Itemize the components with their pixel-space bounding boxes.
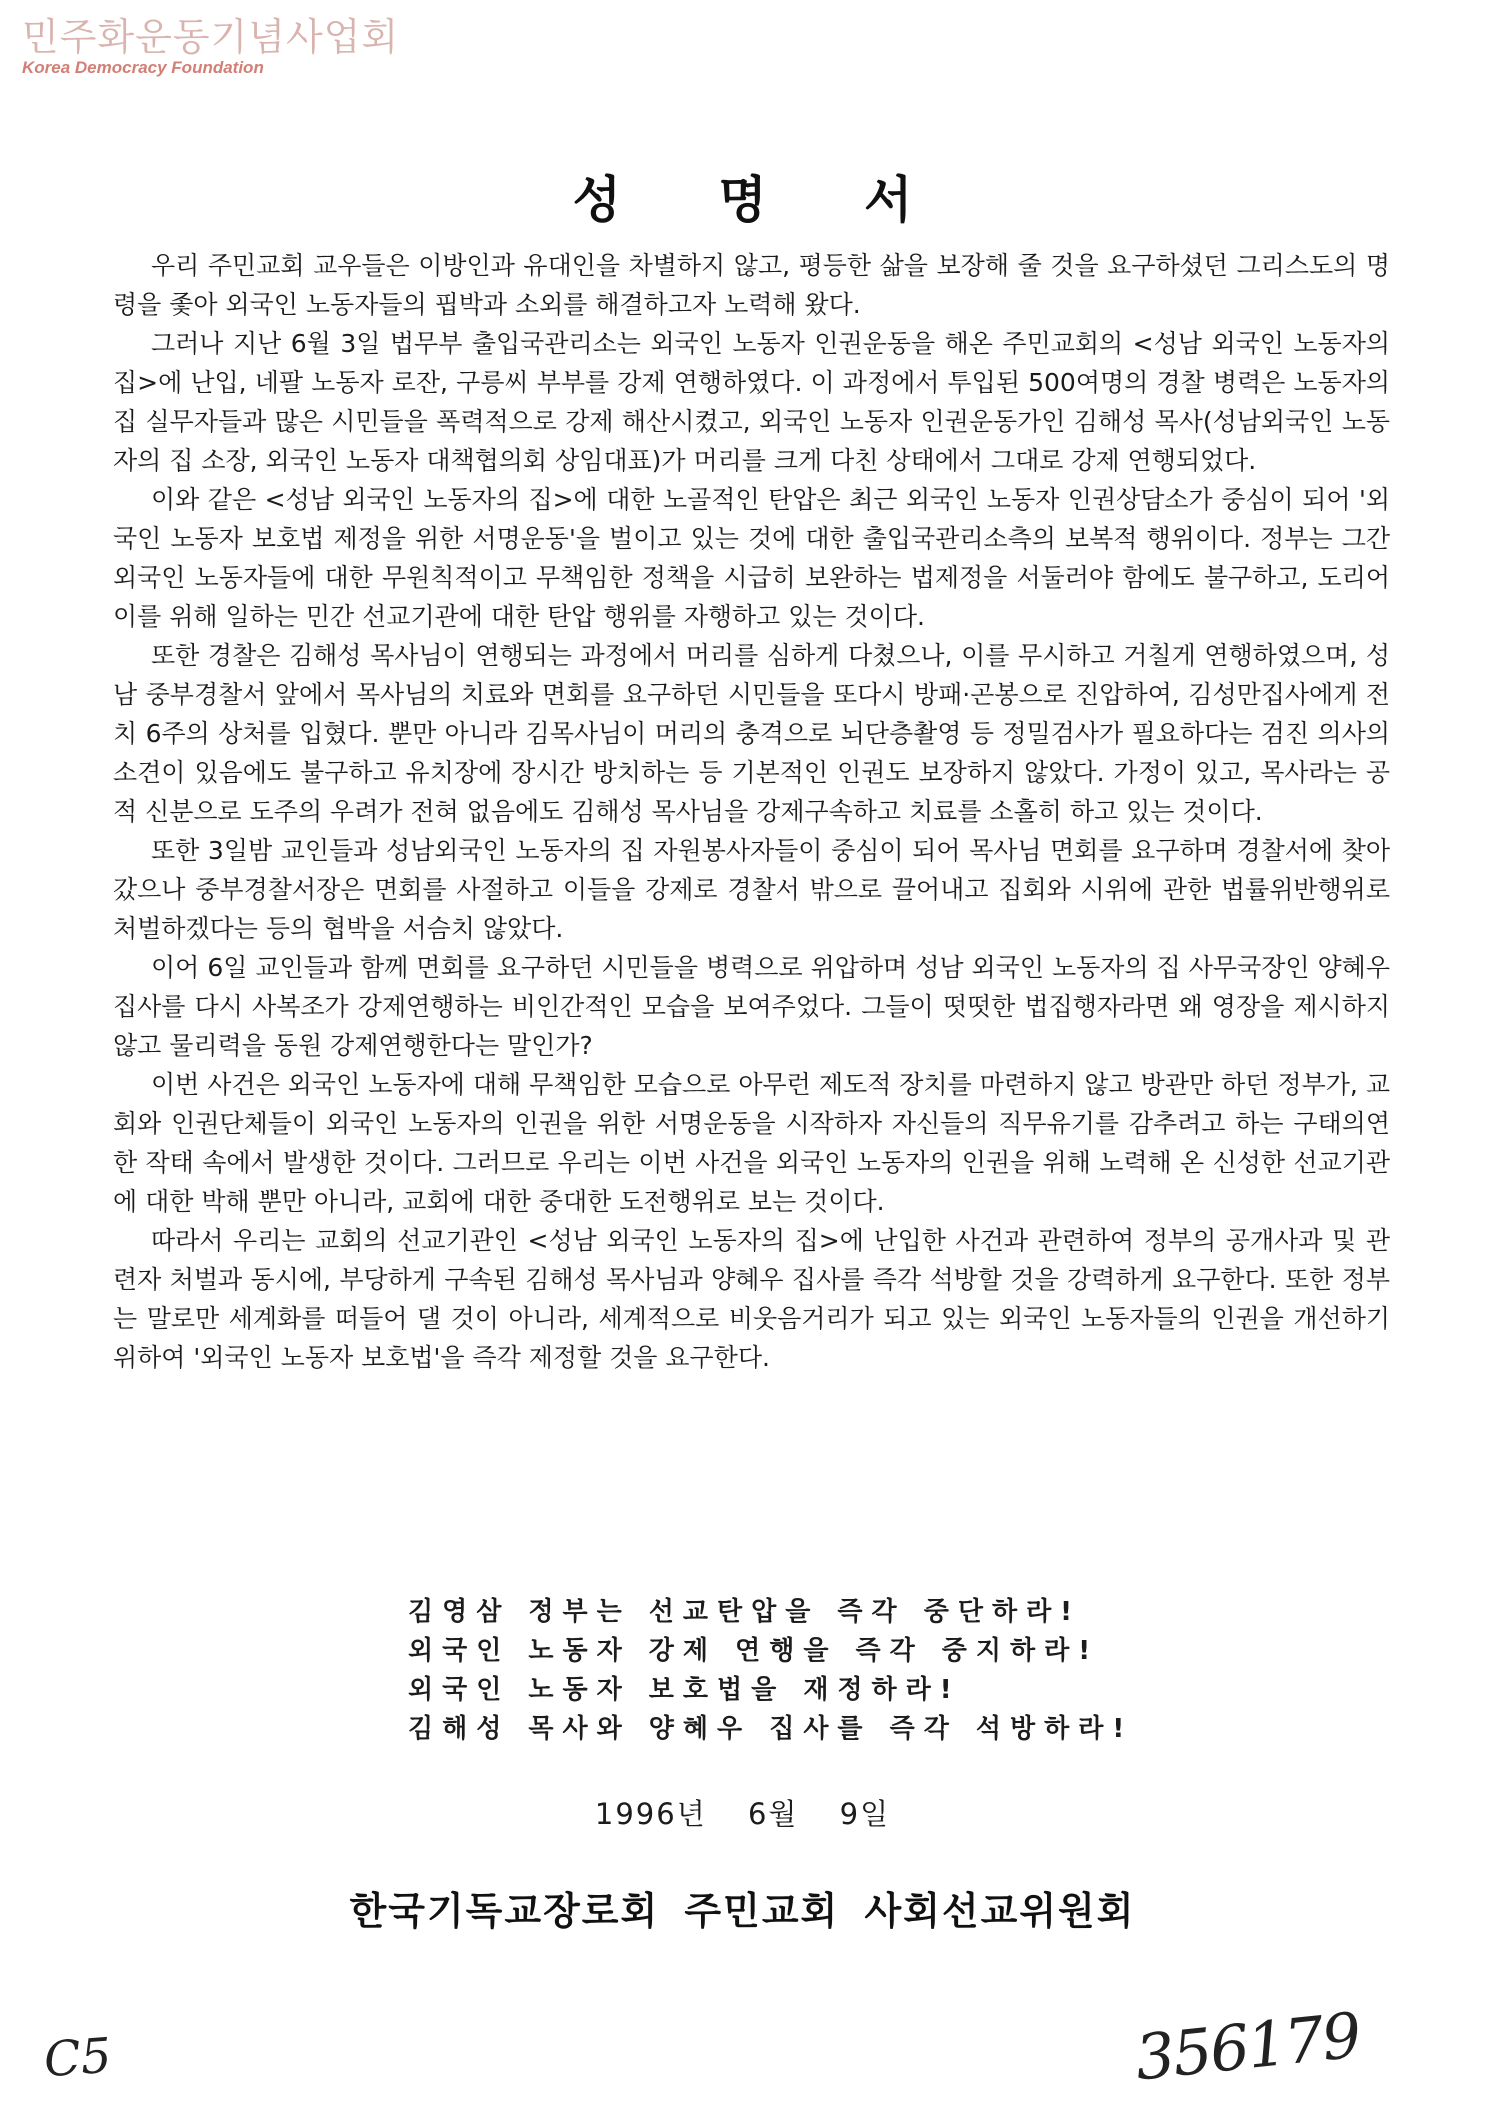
paragraph-8: 따라서 우리는 교회의 선교기관인 <성남 외국인 노동자의 집>에 난입한 사건과 관련하여 정부의 공개사과 및 관련자 처벌과 동시에, 부당하게 구속된 김해성 목사님과 양혜우 집사를 즉각 석방할 것을 강력하게 요구한다. 또한 정부는 말로만 세계화를 떠들어 댈 것이 아니라, 세계적으로 비웃음거리가 되고 있는 외국인 노동자들의 인권을 개선하기 위하여 '외국인 노동자 보호법'을 즉각 제정할 것을 요구한다.	[113, 1226, 1390, 1372]
statement-body	[113, 246, 1390, 1377]
slogan-3: 외국인 노동자 보호법을 재정하라!	[408, 1675, 961, 1705]
slogan-list	[408, 1593, 1208, 1749]
handwritten-mark: C5	[42, 2027, 114, 2089]
watermark-korean: 민주화운동기념사업회	[22, 15, 400, 59]
handwritten-archive-number: 356179	[1131, 1998, 1363, 2095]
paragraph-6: 이어 6일 교인들과 함께 면회를 요구하던 시민들을 병력으로 위압하며 성남 외국인 노동자의 집 사무국장인 양혜우 집사를 다시 사복조가 강제연행하는 비인간적인 모습을 보여주었다. 그들이 떳떳한 법집행자라면 왜 영장을 제시하지 않고 물리력을 동원 강제연행한다는 말인가?	[113, 953, 1390, 1060]
slogan-2: 외국인 노동자 강제 연행을 즉각 중지하라!	[408, 1636, 1100, 1666]
watermark-english: Korea Democracy Foundation	[22, 58, 264, 77]
paragraph-4: 또한 경찰은 김해성 목사님이 연행되는 과정에서 머리를 심하게 다쳤으나, 이를 무시하고 거칠게 연행하였으며, 성남 중부경찰서 앞에서 목사님의 치료와 면회를 요구하던 시민들을 또다시 방패·곤봉으로 진압하여, 김성만집사에게 전치 6주의 상처를 입혔다. 뿐만 아니라 김목사님이 머리의 충격으로 뇌단층촬영 등 정밀검사가 필요하다는 검진 의사의 소견이 있음에도 불구하고 유치장에 장시간 방치하는 등 기본적인 인권도 보장하지 않았다. 가정이 있고, 목사라는 공적 신분으로 도주의 우려가 전혀 없음에도 김해성 목사님을 강제구속하고 치료를 소홀히 하고 있는 것이다.	[113, 641, 1390, 826]
paragraph-1: 우리 주민교회 교우들은 이방인과 유대인을 차별하지 않고, 평등한 삶을 보장해 줄 것을 요구하셨던 그리스도의 명령을 좇아 외국인 노동자들의 핍박과 소외를 해결하고자 노력해 왔다.	[113, 251, 1390, 319]
document-date: 1996년 6월 9일	[594, 1797, 891, 1831]
slogan-4: 김해성 목사와 양혜우 집사를 즉각 석방하라!	[408, 1714, 1134, 1744]
paragraph-7: 이번 사건은 외국인 노동자에 대해 무책임한 모습으로 아무런 제도적 장치를 마련하지 않고 방관만 하던 정부가, 교회와 인권단체들이 외국인 노동자의 인권을 위한 서명운동을 시작하자 자신들의 직무유기를 감추려고 하는 구태의연한 작태 속에서 발생한 것이다. 그러므로 우리는 이번 사건을 외국인 노동자의 인권을 위해 노력해 온 신성한 선교기관에 대한 박해 뿐만 아니라, 교회에 대한 중대한 도전행위로 보는 것이다.	[113, 1070, 1390, 1216]
document-title: 성 명 서	[572, 170, 953, 229]
slogan-1: 김영삼 정부는 선교탄압을 즉각 중단하라!	[408, 1597, 1082, 1627]
paragraph-3: 이와 같은 <성남 외국인 노동자의 집>에 대한 노골적인 탄압은 최근 외국인 노동자 인권상담소가 중심이 되어 '외국인 노동자 보호법 제정을 위한 서명운동'을 벌이고 있는 것에 대한 출입국관리소측의 보복적 행위이다. 정부는 그간 외국인 노동자들에 대한 무원칙적이고 무책임한 정책을 시급히 보완하는 법제정을 서둘러야 함에도 불구하고, 도리어 이를 위해 일하는 민간 선교기관에 대한 탄압 행위를 자행하고 있는 것이다.	[113, 485, 1390, 631]
issuing-organization: 한국기독교장로회 주민교회 사회선교위원회	[349, 1889, 1136, 1933]
paragraph-2: 그러나 지난 6월 3일 법무부 출입국관리소는 외국인 노동자 인권운동을 해온 주민교회의 <성남 외국인 노동자의 집>에 난입, 네팔 노동자 로잔, 구릉씨 부부를 강제 연행하였다. 이 과정에서 투입된 500여명의 경찰 병력은 노동자의 집 실무자들과 많은 시민들을 폭력적으로 강제 해산시켰고, 외국인 노동자 인권운동가인 김해성 목사(성남외국인 노동자의 집 소장, 외국인 노동자 대책협의회 상임대표)가 머리를 크게 다친 상태에서 그대로 강제 연행되었다.	[113, 329, 1390, 475]
watermark-logo	[22, 14, 399, 78]
paragraph-5: 또한 3일밤 교인들과 성남외국인 노동자의 집 자원봉사자들이 중심이 되어 목사님 면회를 요구하며 경찰서에 찾아 갔으나 중부경찰서장은 면회를 사절하고 이들을 강제로 경찰서 밖으로 끌어내고 집회와 시위에 관한 법률위반행위로 처벌하겠다는 등의 협박을 서슴치 않았다.	[113, 836, 1390, 943]
